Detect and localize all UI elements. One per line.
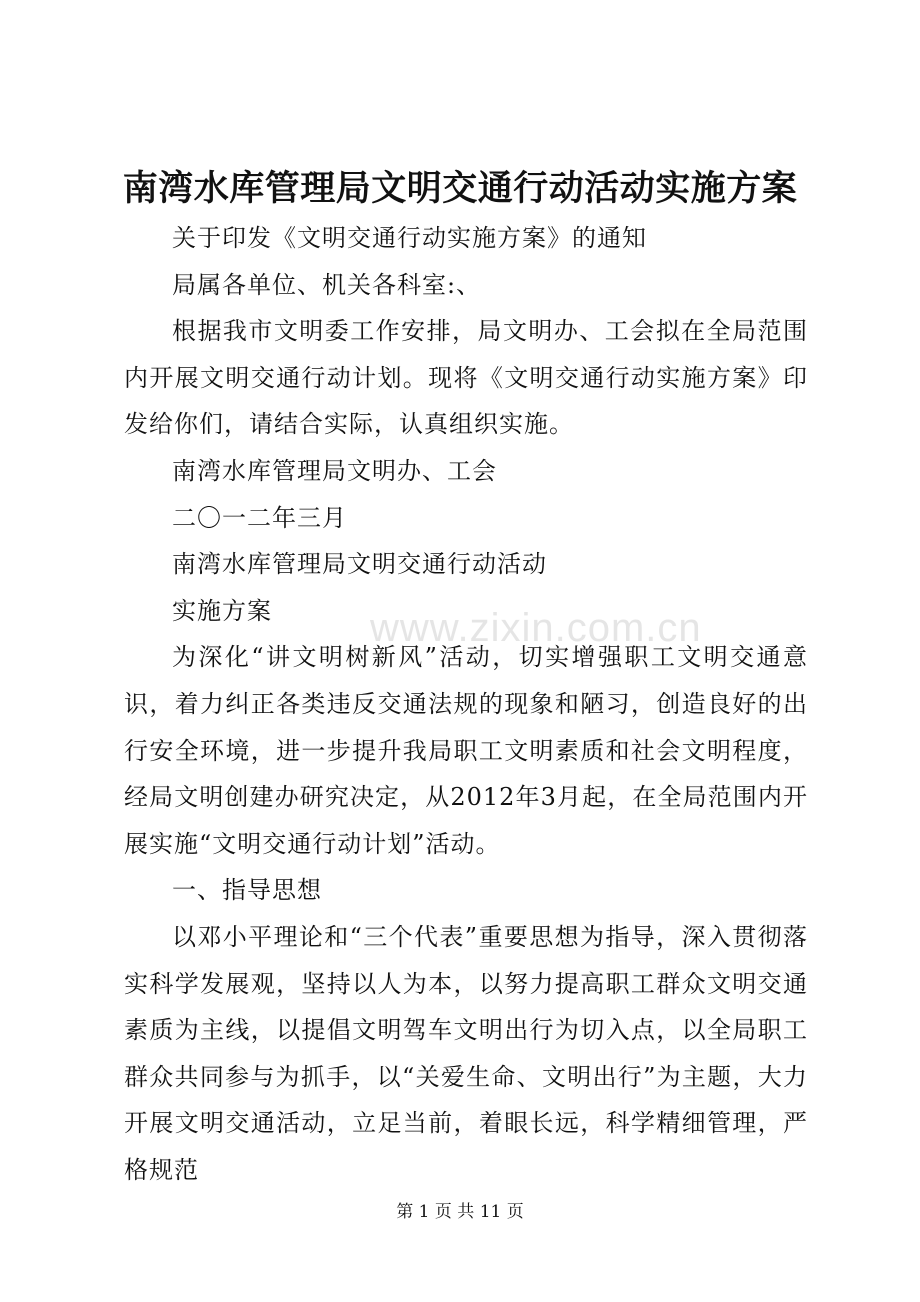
document-body — [124, 215, 808, 1193]
paragraph-date: 二〇一二年三月 — [172, 503, 347, 532]
watermark: www.zixin.com.cn — [370, 606, 702, 650]
paragraph-guiding-ideology: 以邓小平理论和“三个代表”重要思想为指导，深入贯彻落实科学发展观，坚持以人为本，以努力提高职工群众文明交通素质为主线，以提倡文明驾车文明出行为切入点，以全局职工群众共同参与为抓手，以“关爱生命、文明出行”为主题，大力开展文明交通活动，立足当前，着眼长远，科学精细管理，严格规范 — [124, 922, 808, 1184]
paragraph-purpose: 为深化“讲文明树新风”活动，切实增强职工文明交通意识，着力纠正各类违反交通法规的现象和陋习，创造良好的出行安全环境，进一步提升我局职工文明素质和社会文明程度，经局文明创建办研究决定，从2012年3月起，在全局范围内开展实施“文明交通行动计划”活动。 — [124, 643, 808, 858]
paragraph-plan-title-line1: 南湾水库管理局文明交通行动活动 — [172, 550, 547, 579]
paragraph-intro: 根据我市文明委工作安排，局文明办、工会拟在全局范围内开展文明交通行动计划。现将《文明交通行动实施方案》印发给你们，请结合实际，认真组织实施。 — [124, 317, 808, 439]
page-footer: 第 1 页 共 11 页 — [396, 1202, 524, 1222]
document-title: 南湾水库管理局文明交通行动活动实施方案 — [122, 168, 798, 209]
paragraph-notice-title: 关于印发《文明交通行动实施方案》的通知 — [172, 224, 647, 252]
paragraph-plan-title-line2: 实施方案 — [172, 596, 272, 625]
paragraph-recipients: 局属各单位、机关各科室:、 — [172, 270, 482, 299]
section-heading-guiding-ideology: 一、指导思想 — [172, 876, 322, 905]
paragraph-issuer: 南湾水库管理局文明办、工会 — [172, 456, 497, 485]
